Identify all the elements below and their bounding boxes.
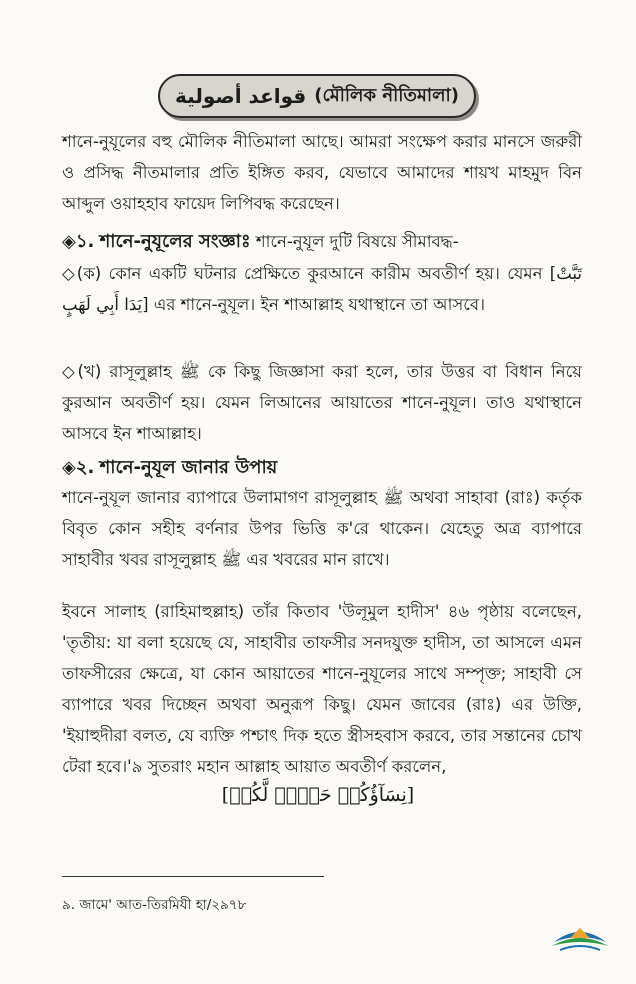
- intro-paragraph: শানে-নুযূলের বহু মৌলিক নীতিমালা আছে। আমরা সংক্ষেপ করার মানসে জরুরী ও প্রসিদ্ধ নীতমালার প্রতি ইঙ্গিত করব, যেভাবে আমাদের শায়খ মাহমুদ বিন আব্দুল ওয়াহহাব ফায়েদ লিপিবদ্ধ করেছেন।: [62, 132, 582, 213]
- section-1: [62, 226, 582, 257]
- quran-quote: [نِسَآؤُكُمۡ حَرۡثٞ لَّكُمۡ]: [221, 784, 415, 806]
- footnote: ৯. জামে' আত-তিরমিযী হা/২৯৭৮: [62, 897, 247, 913]
- point-ka-text-after: ] এর শানে-নুযূল। ইন শাআল্লাহ যথাস্থানে তা আসবে।: [142, 295, 486, 314]
- paragraph-2: শানে-নুযূল জানার ব্যাপারে উলামাগণ রাসূলুল্লাহ ﷺ অথবা সাহাবা (রাঃ) কর্তৃক বিবৃত কোন সহীহ বর্ণনার উপর ভিত্তি ক'রে থাকেন। যেহেতু অত্র ব্যাপারে সাহাবীর খবর রাসূলুল্লাহ ﷺ এর খবরের মান রাখে।: [62, 488, 583, 569]
- point-kha-marker: ◇(খ): [62, 362, 102, 381]
- point-kha: [62, 356, 582, 449]
- footnote-divider: [62, 876, 324, 877]
- point-ka-text-before: কোন একটি ঘটনার প্রেক্ষিতে কুরআনে কারীম অবতীর্ণ হয়। যেমন [: [108, 264, 557, 283]
- chapter-title-arabic: قواعد أصولية: [175, 84, 307, 108]
- point-ka: [62, 258, 582, 320]
- section-1-marker: ◈১.: [62, 231, 95, 252]
- point-ka-arabic: تَبَّتْ يَدَا أَبِي لَهَبٍ: [62, 264, 582, 314]
- paragraph-3: ইবনে সালাহ (রাহিমাহুল্লাহ) তাঁর কিতাব 'উলূমুল হাদীস' ৪৬ পৃষ্ঠায় বলেছেন, 'তৃতীয়: যা বলা হয়েছে যে, সাহাবীর তাফসীর সনদযুক্ত হাদীস, তা আসলে এমন তাফসীরের ক্ষেত্রে, যা কোন আয়াতের শানে-নুযূলের সাথে সম্পৃক্ত; সাহাবী সে ব্যাপারে খবর দিচ্ছেন অথবা অনুরূপ কিছু। যেমন জাবের (রাঃ) এর উক্তি, 'ইয়াহুদীরা বলত, যে ব্যক্তি পশ্চাৎ দিক হতে স্ত্রীসহবাস করবে, তার সন্তানের চোখ টেরা হবে।'৯ সুতরাং মহান আল্লাহ আয়াত অবতীর্ণ করলেন,: [62, 602, 582, 776]
- point-ka-marker: ◇(ক): [62, 264, 102, 283]
- section-2-heading: শানে-নুযূল জানার উপায়: [99, 457, 278, 478]
- section-1-text: শানে-নুযূল দুটি বিষয়ে সীমাবদ্ধ-: [255, 232, 459, 251]
- chapter-title-bengali: (মৌলিক নীতিমালা): [314, 84, 459, 106]
- chapter-title-box: [158, 74, 476, 118]
- point-kha-text: রাসূলুল্লাহ ﷺ কে কিছু জিজ্ঞাসা করা হলে, তার উত্তর বা বিধান নিয়ে কুরআন অবতীর্ণ হয়। যেমন লিআনের আয়াতের শানে-নুযূল। তাও যথাস্থানে আসবে ইন শাআল্লাহ।: [62, 362, 582, 443]
- section-2: [62, 452, 582, 483]
- section-1-heading: শানে-নুযূলের সংজ্ঞাঃ: [99, 231, 251, 252]
- publisher-logo-icon: [550, 920, 610, 954]
- section-2-marker: ◈২.: [62, 457, 95, 478]
